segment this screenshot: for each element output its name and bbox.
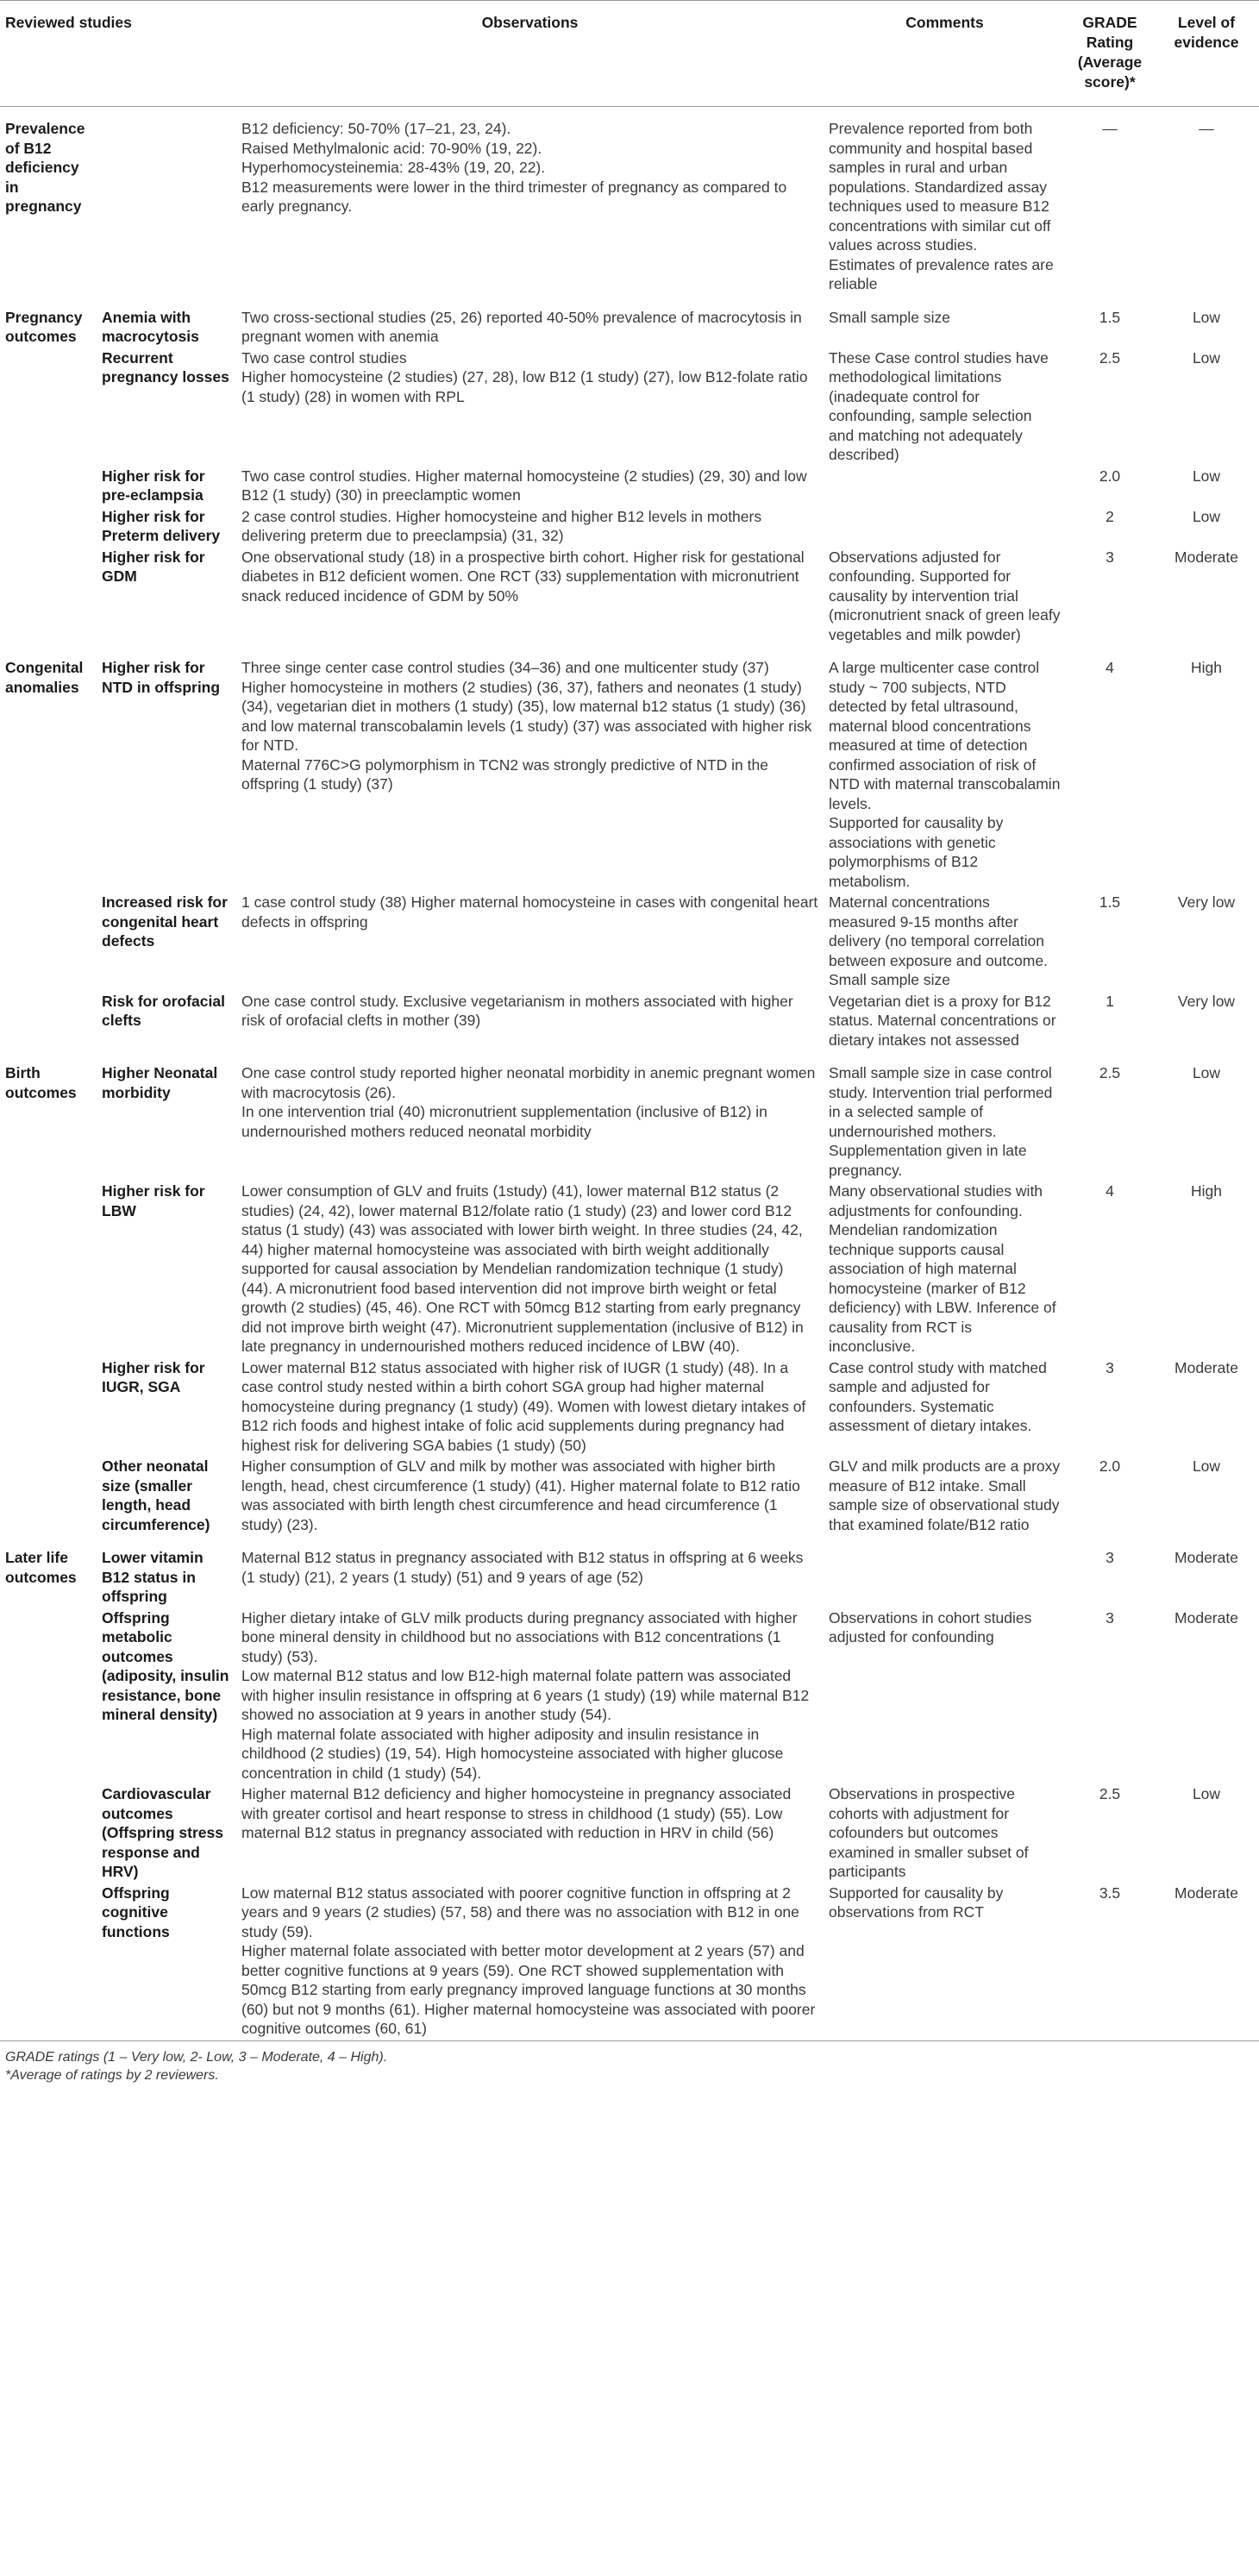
grade-cell: 1 [1106, 992, 1114, 1010]
section-cell [0, 1358, 97, 1457]
text-line: Higher dietary intake of GLV milk products during pregnancy associated with higher bone mineral density in childhood but no associations with B12 concentrations (1 study) (53). [241, 1608, 798, 1665]
table-body [0, 107, 1259, 2041]
text-line: Higher homocysteine (2 studies) (27, 28), low B12 (1 study) (27), low B12-folate ratio (1 study) (28) in women with RPL [241, 368, 808, 405]
outcome-cell: Higher risk for NTD in offspring [102, 659, 221, 696]
footnote-grade-scale: GRADE ratings (1 – Very low, 2- Low, 3 – Moderate, 4 – High). [5, 2049, 388, 2065]
level-cell: Low [1192, 507, 1221, 525]
grade-cell: 2.5 [1099, 348, 1121, 367]
text-line: High maternal folate associated with higher adiposity and insulin resistance in childhood (2 studies) (19, 54). High homocysteine associated with higher glucose concentration in child (1 study) (54). [241, 1725, 784, 1782]
section-cell: Later life outcomes [5, 1549, 77, 1586]
text-line: Lower consumption of GLV and fruits (1study) (41), lower maternal B12 status (2 studies) (24, 42), lower maternal B12/folate ratio (1 study) (23) and lower cord B12 status (1 study) (43) was associated with lower birth weight. In three studies (24, 42, 44) higher maternal homocysteine was associated with birth weight additionally supported for causal association by Mendelian randomization technique (1 study) (44). A micronutrient food based intervention did not improve birth weight or fetal growth (2 studies) (45, 46). One RCT with 50mcg B12 starting from early pregnancy did not improve birth weight (47). Micronutrient supplementation (inclusive of B12) in late pregnancy in undernourished mothers reduced incidence of LBW (40). [241, 1182, 804, 1355]
text-line: Maternal B12 status in pregnancy associated with B12 status in offspring at 6 weeks (1 study) (21), 2 years (1 study) (51) and 9 years of age (52) [241, 1549, 804, 1586]
section-cell [0, 548, 97, 647]
level-cell: Moderate [1174, 1883, 1238, 1902]
section-cell: Congenital anomalies [5, 659, 84, 696]
header-row [0, 1, 1259, 107]
section-cell [0, 1457, 97, 1536]
section-cell [0, 1883, 97, 2041]
table-row [0, 1608, 1259, 1785]
level-cell: Moderate [1174, 548, 1238, 566]
outcome-cell: Higher risk for Preterm delivery [102, 507, 221, 544]
text-line: 2 case control studies. Higher homocysteine and higher B12 levels in mothers delivering preterm due to preeclampsia) (31, 32) [241, 507, 762, 544]
text-line: B12 measurements were lower in the third trimester of pregnancy as compared to early pregnancy. [241, 178, 787, 215]
text-line: Two case control studies. Higher maternal homocysteine (2 studies) (29, 30) and low B12 (1 study) (30) in preeclamptic women [241, 467, 807, 504]
text-line: Higher maternal B12 deficiency and higher homocysteine in pregnancy associated with greater cortisol and heart response to stress in childhood (1 study) (55). Low maternal B12 status in pregnancy associated with reduction in HRV in child (56) [241, 1785, 792, 1841]
section-cell [0, 1608, 97, 1785]
observations-cell [236, 348, 824, 467]
text-line: Low maternal B12 status and low B12-high maternal folate pattern was associated with higher insulin resistance in offspring at 6 years (1 study) (19) while maternal B12 showed no association at 9 years in another study (54). [241, 1667, 810, 1723]
observations-cell [236, 507, 824, 548]
text-line: Observations in prospective cohorts with adjustment for cofounders but outcomes examined in smaller subset of participants [829, 1785, 1029, 1880]
text-line: Case control study with matched sample and adjusted for confounders. Systematic assessment of dietary intakes. [829, 1358, 1047, 1434]
table-row [0, 107, 1259, 296]
header-comments: Comments [824, 1, 1066, 107]
text-line: One observational study (18) in a prospective birth cohort. Higher risk for gestational diabetes in B12 deficient women. One RCT (33) supplementation with micronutrient snack reduced incidence of GDM by 50% [241, 548, 805, 605]
table-row [0, 1536, 1259, 1608]
text-line: Observations adjusted for confounding. Supported for causality by intervention trial (micronutrient snack of green leafy vegetables and milk powder) [829, 548, 1061, 643]
level-cell: Moderate [1174, 1358, 1238, 1376]
text-line: One case control study. Exclusive vegetarianism in mothers associated with higher risk of orofacial clefts in mother (39) [241, 992, 793, 1029]
table-row [0, 1051, 1259, 1181]
observations-cell [236, 1536, 824, 1608]
grade-cell: 4 [1106, 659, 1114, 676]
grade-cell: 2 [1106, 507, 1114, 525]
table-row [0, 893, 1259, 992]
grade-cell: — [1102, 120, 1118, 137]
outcome-cell: Higher risk for LBW [102, 1182, 205, 1219]
grade-cell: 1.5 [1099, 893, 1121, 911]
outcome-cell: Lower vitamin B12 status in offspring [102, 1549, 204, 1605]
level-cell: Low [1192, 1064, 1221, 1081]
table-footnotes [0, 2040, 1259, 2084]
outcome-cell: Cardiovascular outcomes (Offspring stress response and HRV) [102, 1785, 223, 1880]
observations-cell [236, 1784, 824, 1883]
text-line: Prevalence reported from both community and hospital based samples in rural and urban populations. Standardized assay techniques used to measure B12 concentrations with similar cut off values across studies. [829, 120, 1051, 254]
table-row [0, 1784, 1259, 1883]
observations-cell [236, 1358, 824, 1457]
grade-cell: 3 [1106, 1549, 1114, 1566]
comments-cell [824, 646, 1066, 893]
observations-cell [236, 992, 824, 1052]
observations-cell [236, 1608, 824, 1785]
table-row [0, 348, 1259, 467]
observations-cell [236, 1457, 824, 1536]
section-cell [0, 467, 97, 507]
text-line: These Case control studies have methodological limitations (inadequate control for confounding, sample selection and matching not adequately described) [829, 348, 1049, 463]
header-reviewed-studies: Reviewed studies [0, 1, 236, 107]
level-cell: Low [1192, 348, 1221, 367]
level-cell: Very low [1177, 893, 1236, 911]
section-cell [0, 992, 97, 1052]
table-row [0, 548, 1259, 647]
comments-cell [824, 1536, 1066, 1608]
header-level-of-evidence: Level of evidence [1154, 1, 1259, 107]
outcome-cell: Risk for orofacial clefts [102, 992, 225, 1029]
comments-cell [824, 1784, 1066, 1883]
outcome-cell: Higher risk for pre-eclampsia [102, 467, 205, 504]
outcome-cell: Increased risk for congenital heart defects [102, 893, 228, 950]
comments-cell [824, 1608, 1066, 1785]
comments-cell [824, 548, 1066, 647]
text-line: Supported for causality by associations with genetic polymorphisms of B12 metabolism. [829, 814, 1004, 890]
observations-cell [236, 467, 824, 507]
comments-cell [824, 1457, 1066, 1536]
section-cell [0, 893, 97, 992]
text-line: Observations in cohort studies adjusted for confounding [829, 1608, 1032, 1645]
section-cell: Birth outcomes [5, 1064, 77, 1101]
observations-cell [236, 893, 824, 992]
comments-cell [824, 296, 1066, 348]
outcome-cell: Recurrent pregnancy losses [102, 348, 229, 385]
level-cell: — [1199, 120, 1214, 137]
level-cell: Moderate [1174, 1549, 1238, 1566]
text-line: Estimates of prevalence rates are reliable [829, 255, 1054, 292]
observations-cell [236, 646, 824, 893]
text-line: Two cross-sectional studies (25, 26) reported 40-50% prevalence of macrocytosis in pregnant women with anemia [241, 308, 802, 345]
comments-cell [824, 893, 1066, 992]
level-cell: High [1191, 1182, 1222, 1200]
text-line: Three singe center case control studies (34–36) and one multicenter study (37) [241, 659, 769, 676]
outcome-cell [97, 107, 236, 296]
text-line: In one intervention trial (40) micronutrient supplementation (inclusive of B12) in undernourished mothers reduced neonatal morbidity [241, 1103, 767, 1140]
grade-cell: 3 [1106, 1358, 1114, 1376]
comments-cell [824, 992, 1066, 1052]
table-row [0, 467, 1259, 507]
text-line: Higher consumption of GLV and milk by mother was associated with higher birth length, head, chest circumference (1 study) (41). Higher maternal folate to B12 ratio was associated with birth length chest circumference and head circumference (1 study) (23). [241, 1457, 800, 1533]
grade-cell: 4 [1106, 1182, 1114, 1200]
grade-cell: 3 [1106, 1608, 1114, 1626]
section-cell [0, 507, 97, 548]
text-line: Small sample size in case control study. Intervention trial performed in a selected sample of undernourished mothers. Supplementation given in late pregnancy. [829, 1064, 1053, 1179]
text-line: Raised Methylmalonic acid: 70-90% (19, 22). [241, 139, 542, 157]
table-row [0, 1358, 1259, 1457]
comments-cell [824, 1358, 1066, 1457]
text-line: Small sample size [829, 308, 951, 326]
comments-cell [824, 1181, 1066, 1358]
text-line: Higher homocysteine in mothers (2 studies) (36, 37), fathers and neonates (1 study) (34), vegetarian diet in mothers (1 study) (35), low maternal b12 status (1 study) (36) and low maternal transcobalamin levels (1 study) (37) was associated with higher risk for NTD. [241, 678, 812, 754]
section-cell [0, 348, 97, 467]
text-line: Supported for causality by observations from RCT [829, 1883, 1004, 1921]
observations-cell [236, 548, 824, 647]
observations-cell [236, 1051, 824, 1181]
text-line: Vegetarian diet is a proxy for B12 status. Maternal concentrations or dietary intakes not assessed [829, 992, 1056, 1049]
section-cell [0, 1784, 97, 1883]
table-row [0, 296, 1259, 348]
level-cell: Low [1192, 1457, 1221, 1475]
level-cell: Moderate [1174, 1608, 1238, 1626]
header-observations: Observations [236, 1, 824, 107]
level-cell: Low [1192, 308, 1221, 326]
section-cell: Prevalence of B12 deficiency in pregnancy [5, 120, 85, 215]
text-line: One case control study reported higher neonatal morbidity in anemic pregnant women with macrocytosis (26). [241, 1064, 816, 1101]
level-cell: Low [1192, 1785, 1221, 1802]
comments-cell [824, 348, 1066, 467]
text-line: B12 deficiency: 50-70% (17–21, 23, 24). [241, 120, 511, 137]
section-cell: Pregnancy outcomes [5, 308, 83, 345]
grade-cell: 3 [1106, 548, 1114, 566]
text-line: Higher maternal folate associated with better motor development at 2 years (57) and better cognitive functions at 9 years (59). One RCT showed supplementation with 50mcg B12 starting from early pregnancy improved language functions at 30 months (60) but not 9 months (61). Higher maternal homocysteine was associated with poorer cognitive outcomes (60, 61) [241, 1942, 816, 2037]
table-row [0, 646, 1259, 893]
level-cell: High [1191, 659, 1222, 676]
table-row [0, 992, 1259, 1052]
text-line: 1 case control study (38) Higher maternal homocysteine in cases with congenital heart defects in offspring [241, 893, 818, 931]
outcome-cell: Higher risk for GDM [102, 548, 205, 585]
observations-cell [236, 107, 824, 296]
table-row [0, 1181, 1259, 1358]
grade-cell: 2.5 [1099, 1064, 1121, 1081]
outcome-cell: Anemia with macrocytosis [102, 308, 199, 345]
grade-cell: 3.5 [1099, 1883, 1121, 1902]
text-line: Low maternal B12 status associated with poorer cognitive function in offspring at 2 years and 9 years (2 studies) (57, 58) and there was no association with B12 in one study (59). [241, 1883, 799, 1940]
text-line: A large multicenter case control study ~ 700 subjects, NTD detected by fetal ultrasound, maternal blood concentrations measured at time of detection confirmed association of risk of NTD with maternal transcobalamin levels. [829, 659, 1061, 812]
grade-cell: 2.0 [1099, 467, 1121, 485]
table-row [0, 1457, 1259, 1536]
grade-cell: 2.0 [1099, 1457, 1121, 1475]
outcome-cell: Offspring cognitive functions [102, 1883, 170, 1940]
text-line: Two case control studies [241, 348, 407, 367]
header-grade-rating: GRADE Rating (Average score)* [1066, 1, 1154, 107]
outcome-cell: Higher risk for IUGR, SGA [102, 1358, 205, 1395]
outcome-cell: Offspring metabolic outcomes (adiposity, insulin resistance, bone mineral density) [102, 1608, 229, 1723]
text-line: Maternal 776C>G polymorphism in TCN2 was strongly predictive of NTD in the offspring (1 study) (37) [241, 755, 768, 793]
outcome-cell: Higher Neonatal morbidity [102, 1064, 218, 1101]
table-row [0, 1883, 1259, 2041]
text-line: Lower maternal B12 status associated with higher risk of IUGR (1 study) (48). In a case control study nested within a birth cohort SGA group had higher maternal homocysteine during pregnancy (1 study) (49). Women with lowest dietary intakes of B12 rich foods and highest intake of folic acid supplements during pregnancy had highest risk for delivering SGA babies (1 study) (50) [241, 1358, 806, 1454]
text-line: Hyperhomocysteinemia: 28-43% (19, 20, 22). [241, 159, 546, 176]
outcome-cell: Other neonatal size (smaller length, head circumference) [102, 1457, 210, 1533]
level-cell: Very low [1177, 992, 1236, 1010]
text-line: GLV and milk products are a proxy measure of B12 intake. Small sample size of observational study that examined folate/B12 ratio [829, 1457, 1061, 1533]
grade-cell: 1.5 [1099, 308, 1121, 326]
level-cell: Low [1192, 467, 1221, 485]
comments-cell [824, 1883, 1066, 2041]
text-line: Many observational studies with adjustments for confounding. Mendelian randomization technique supports causal association of high maternal homocysteine (marker of B12 deficiency) with LBW. Inference of causality from RCT is inconclusive. [829, 1182, 1056, 1355]
comments-cell [824, 107, 1066, 296]
observations-cell [236, 1883, 824, 2041]
comments-cell [824, 507, 1066, 548]
comments-cell [824, 467, 1066, 507]
footnote-average-note: *Average of ratings by 2 reviewers. [5, 2067, 219, 2083]
grade-cell: 2.5 [1099, 1785, 1121, 1802]
text-line: Maternal concentrations measured 9-15 months after delivery (no temporal correlation between exposure and outcome. Small sample size [829, 893, 1048, 988]
section-cell [0, 1181, 97, 1358]
comments-cell [824, 1051, 1066, 1181]
observations-cell [236, 1181, 824, 1358]
table-row [0, 507, 1259, 548]
observations-cell [236, 296, 824, 348]
